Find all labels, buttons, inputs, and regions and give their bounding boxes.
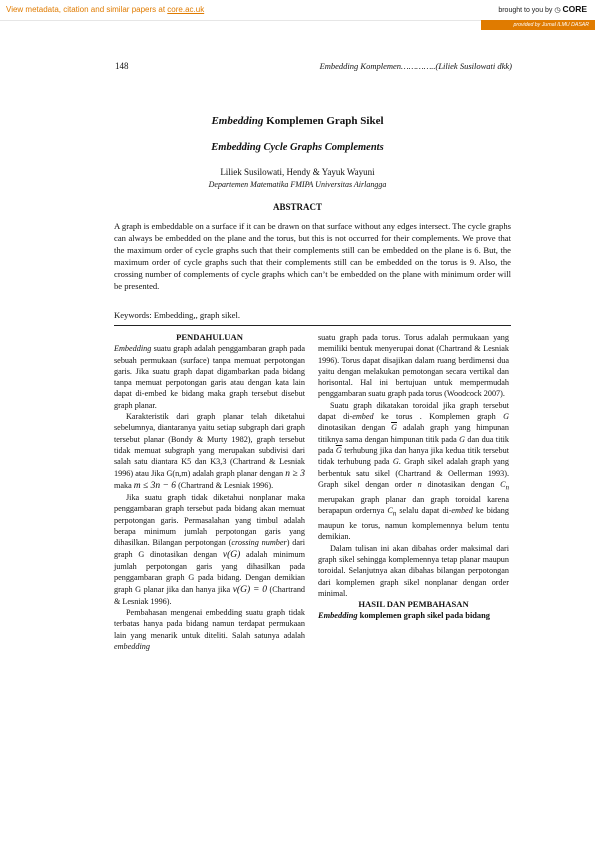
symbol-c-2: C — [387, 506, 393, 516]
toroidal-text-e: dan dua titik pada — [318, 434, 510, 455]
core-brand[interactable] — [498, 4, 587, 14]
section-heading-hasil: HASIL DAN PEMBAHASAN — [358, 599, 469, 610]
symbol-g-2: G — [459, 434, 466, 444]
toroidal-text-f: terhubung jika dan hanya jika kedua titik tersebut tidak terhubung pada — [318, 445, 509, 467]
subscript-n-2: n — [392, 510, 397, 518]
term-embedding-2: embedding — [114, 642, 150, 652]
symbol-g: G — [503, 412, 510, 422]
intro-1-text: suatu graph adalah penggambaran graph pada sebuah permukaan (surface) tanpa memuat perpotongan garis. Jika suatu graph dapat digambarkan pada bidang tanpa memuat perpotongan garis atau dengan kata lain dapat di-embed ke bidang maka graph tersebut disebut graph planar. — [114, 344, 305, 410]
symbol-cn — [500, 479, 510, 492]
toroidal-text-d: adalah graph yang himpunan titiknya sama dengan himpunan titik pada — [318, 423, 509, 444]
symbol-c: C — [500, 479, 506, 489]
keywords: Keywords: Embedding,, graph sikel. — [114, 310, 241, 320]
symbol-g-3: G — [392, 457, 399, 467]
core-banner — [0, 0, 595, 21]
title-italic: Embedding — [211, 115, 264, 127]
term-embed: embed — [352, 412, 374, 422]
core-link[interactable]: core.ac.uk — [167, 5, 205, 14]
paragraph-toroidal — [318, 400, 509, 543]
core-logo-icon: ◷ — [554, 7, 561, 14]
authors: Liliek Susilowati, Hendy & Yayuk Wayuni — [220, 167, 375, 177]
paragraph-torus: suatu graph pada torus. Torus adalah permukaan yang memiliki bentuk menyerupai donat (Chartrand & Lesniak 1996). Torus dapat disajikan dalam ruang berdimensi dua yaitu dengan melakukan pemotongan secara vertikal dan horisontal. Hal ini bertujuan untuk mempermudah penggambaran suatu graph pada torus (Woodcock 2007). — [318, 333, 509, 399]
toroidal-text-b: ke torus . Komplemen graph — [373, 412, 504, 422]
toroidal-text-k: ke bidang maupun ke torus, namun komplemennya belum tentu demikian. — [318, 506, 509, 542]
affiliation: Departemen Matematika FMIPA Universitas Airlangga — [208, 180, 387, 189]
core-metadata-link[interactable] — [6, 5, 204, 14]
symbol-cn-2 — [387, 506, 397, 518]
core-metadata-text: View metadata, citation and similar papers at — [6, 5, 166, 14]
intro-3-text-c: adalah minimum jumlah perpotongan garis yang dihasilkan pada penggambaran graph G pada bidang. Dengan demikian graph G planar jika dan hanya jika — [114, 549, 305, 594]
page-number: 148 — [115, 61, 129, 71]
toroidal-text-c: dinotasikan dengan — [318, 423, 392, 433]
paragraph-scope: Dalam tulisan ini akan dibahas order maksimal dari graph sikel sehingga komplemennya tetap planar maupun toroidal. Selanjutnya akan dibahas bilangan perpotongan dari komplemen graph sikel nonplanar dengan order minimal. — [318, 543, 509, 598]
title-rest: Komplemen Graph Sikel — [263, 115, 384, 127]
term-embed-2: embed — [451, 506, 473, 516]
section-heading-pendahuluan: PENDAHULUAN — [176, 332, 243, 342]
formula-n-ge-3: n ≥ 3 — [285, 468, 305, 479]
toroidal-text-j: selalu dapat di- — [396, 506, 452, 516]
paper-title — [100, 115, 495, 127]
abstract-heading: ABSTRACT — [272, 202, 322, 212]
toroidal-text-h: dinotasikan dengan — [421, 479, 501, 489]
provided-by-badge[interactable]: provided by Jurnal ILMU DASAR — [481, 20, 595, 30]
toroidal-text-g: . Graph sikel adalah graph yang berbentuk satu sikel (Chartrand & Oellerman 1993). Graph sikel dengan order — [318, 457, 509, 489]
abstract-text: A graph is embeddable on a surface if it can be drawn on that surface without any edges intersect. The cycle graphs can always be embedded on the plane and the torus, but this is not occurred for their complements. We prove that the maximum order of cycle graphs such that their complements still can be embedded on the plane is 6. But, the maximum order of cycle graphs such that their complements still can be embedded on the torus is 9. Also, the crossing number of complements of cycle graphs which can’t be embedded on the plane with minimum order will be presented. — [114, 221, 511, 291]
term-embedding: Embedding — [114, 344, 152, 354]
formula-nu-g-zero: ν(G) = 0 — [232, 584, 267, 595]
paragraph-intro-4 — [114, 607, 305, 652]
symbol-g-complement: $\overline{G}$ — [391, 423, 397, 433]
left-column — [114, 332, 305, 652]
paragraph-intro-2 — [114, 411, 305, 492]
toroidal-text-a: Suatu graph dikatakan toroidal jika graph tersebut dapat di- — [318, 400, 509, 422]
core-logo-text: CORE — [562, 4, 587, 14]
symbol-g-complement-2: $\overline{G}$ — [335, 445, 342, 455]
intro-3-text-a: Jika suatu graph tidak diketahui nonplanar maka penggambaran graph tersebut pada bidang akan memuat perpotongan garis. Permasalahan yang timbul adalah berapa minimum jumlah perpotongan garis yang dihasilkan. Bilangan perpotongan ( — [114, 493, 305, 548]
symbol-n: n — [417, 479, 422, 489]
subsection-rest: komplemen graph sikel pada bidang — [357, 611, 490, 621]
intro-4-text: Pembahasan mengenai embedding suatu graph tidak terbatas hanya pada bidang namun terdapat permukaan lain yang menarik untuk diteliti. Salah satunya adalah — [114, 608, 305, 640]
subsection-italic: Embedding — [318, 611, 358, 621]
formula-m-le-3n-6: m ≤ 3n − 6 — [133, 480, 177, 491]
paragraph-intro-1 — [114, 343, 305, 411]
subsection-heading — [318, 610, 509, 621]
word-maka: maka — [114, 480, 132, 490]
subscript-n: n — [505, 484, 510, 492]
intro-3-cite: (Chartrand & Lesniak 1996). — [114, 584, 306, 606]
paper-subtitle: Embedding Cycle Graphs Complements — [211, 142, 384, 153]
running-head: Embedding Komplemen…………..(Liliek Susilowati dkk) — [319, 61, 512, 71]
formula-nu-g: ν(G) — [222, 549, 241, 560]
toroidal-text-i: merupakan graph planar dan graph toroidal karena berapapun ordernya — [318, 494, 509, 516]
term-crossing-number: crossing number — [231, 538, 287, 548]
intro-3-text-b: ) dari graph G dinotasikan dengan — [114, 538, 305, 559]
section-divider — [114, 325, 511, 326]
intro-2-text: Karakteristik dari graph planar telah diketahui sebelumnya, diantaranya yaitu setiap subgraph dari graph tersebut planar (Bondy & Murty 1982), graph tersebut tidak memuat subgraph yang merupakan subdivisi dari salah satu diantara K5 dan K3,3 (Chartrand & Lesniak 1996) atau Jika G(n,m) adalah graph planar dengan — [114, 412, 305, 478]
intro-2-cite: (Chartrand & Lesniak 1996). — [178, 480, 274, 490]
brought-by-text: brought to you by — [498, 7, 553, 14]
paragraph-intro-3 — [114, 492, 305, 607]
right-column — [318, 332, 509, 622]
